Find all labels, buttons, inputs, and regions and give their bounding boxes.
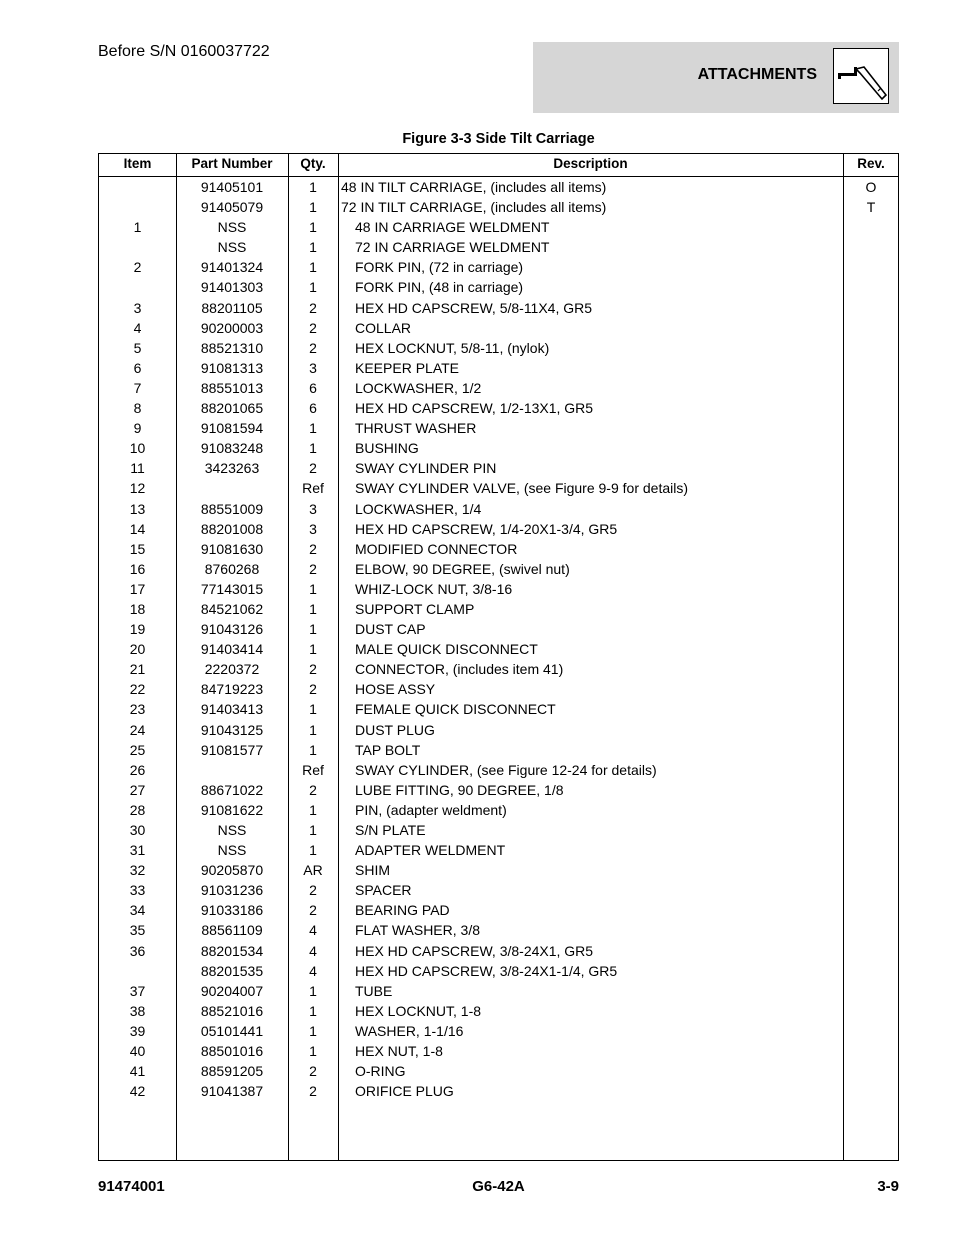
table-row [99,298,898,318]
cell-qty: 2 [309,781,317,798]
cell-part-number: 91031236 [200,882,264,899]
cell-item: 23 [129,701,146,718]
cell-qty: 3 [309,520,317,537]
table-row [99,237,898,257]
cell-item: 12 [129,480,146,497]
table-row [99,579,898,599]
cell-qty: 4 [309,922,317,939]
cell-qty: 3 [309,359,317,376]
table-row [99,599,898,619]
cell-description: ADAPTER WELDMENT [355,842,506,859]
header-item: Item [123,156,152,171]
cell-part-number: 77143015 [200,580,264,597]
cell-item: 7 [133,379,142,396]
cell-part-number: 2220372 [204,661,260,678]
cell-part-number: 91081594 [200,420,264,437]
table-row [99,418,898,438]
cell-description: BUSHING [355,440,419,457]
cell-item: 8 [133,400,142,417]
table-row [99,900,898,920]
cell-part-number: 91081577 [200,741,264,758]
wrench-tool-icon [833,48,889,104]
cell-description: FLAT WASHER, 3/8 [355,922,480,939]
table-row [99,780,898,800]
cell-part-number: 90205870 [200,862,264,879]
cell-part-number: 91081622 [200,801,264,818]
table-row [99,277,898,297]
cell-part-number: 88561109 [201,922,263,939]
table-row [99,740,898,760]
cell-part-number: 91081630 [200,540,264,557]
table-row [99,639,898,659]
table-row [99,679,898,699]
cell-item: 32 [129,862,146,879]
cell-item: 5 [133,339,142,356]
cell-qty: 2 [309,902,317,919]
cell-qty: 2 [309,460,317,477]
cell-part-number: 05101441 [200,1022,264,1039]
cell-description: HEX LOCKNUT, 1-8 [355,1002,482,1019]
cell-description: S/N PLATE [355,822,426,838]
cell-description: LUBE FITTING, 90 DEGREE, 1/8 [355,781,564,798]
header-part-number: Part Number [191,156,273,171]
section-title: ATTACHMENTS [697,66,817,83]
cell-description: THRUST WASHER [355,420,477,437]
cell-part-number: 91403413 [200,701,264,718]
table-row [99,559,898,579]
cell-description: CONNECTOR, (includes item 41) [355,661,564,678]
cell-part-number: 8760268 [204,560,260,577]
table-row [99,880,898,900]
cell-item: 19 [129,621,146,638]
cell-description: SWAY CYLINDER PIN [355,460,497,477]
cell-description: SPACER [355,882,412,899]
cell-qty: 1 [309,239,317,256]
cell-qty: 1 [309,721,317,738]
cell-item: 27 [129,781,146,798]
table-row [99,1021,898,1041]
cell-item: 33 [129,882,146,899]
cell-description: HEX HD CAPSCREW, 1/4-20X1-3/4, GR5 [355,520,618,537]
cell-part-number: NSS [217,219,247,236]
cell-description: BEARING PAD [355,902,450,919]
cell-description: ELBOW, 90 DEGREE, (swivel nut) [355,560,570,577]
cell-description: HEX HD CAPSCREW, 1/2-13X1, GR5 [355,400,594,417]
cell-description: WHIZ-LOCK NUT, 3/8-16 [355,580,513,597]
cell-part-number: 84719223 [200,681,264,698]
cell-part-number: 91083248 [200,440,264,457]
table-row [99,378,898,398]
cell-rev: T [866,199,876,216]
cell-part-number: 91041387 [200,1083,264,1100]
table-row [99,720,898,740]
cell-qty: 2 [309,339,317,356]
cell-description: SWAY CYLINDER VALVE, (see Figure 9-9 for details) [355,480,689,497]
cell-qty: 1 [309,741,317,758]
cell-part-number: 88551009 [200,500,264,517]
table-row [99,840,898,860]
cell-part-number: 90200003 [200,319,264,336]
cell-description: 72 IN CARRIAGE WELDMENT [355,239,550,256]
cell-qty: AR [303,862,323,879]
table-row [99,499,898,519]
cell-item: 11 [130,460,145,477]
cell-part-number: 91405079 [200,199,264,216]
cell-qty: 1 [309,822,317,838]
cell-item: 13 [129,500,146,517]
cell-description: HEX NUT, 1-8 [355,1043,443,1060]
footer-doc-number: 91474001 [98,1178,165,1195]
cell-description: MODIFIED CONNECTOR [355,540,518,557]
table-row [99,800,898,820]
cell-description: TUBE [355,982,393,999]
cell-item: 30 [129,822,146,838]
cell-part-number: NSS [217,822,247,838]
cell-description: HEX HD CAPSCREW, 3/8-24X1, GR5 [355,942,594,959]
cell-item: 1 [133,219,142,236]
table-row [99,1081,898,1101]
table-row [99,338,898,358]
cell-description: WASHER, 1-1/16 [355,1022,464,1039]
cell-description: HEX LOCKNUT, 5/8-11, (nylok) [355,339,550,356]
cell-part-number: 88591205 [200,1063,264,1080]
cell-qty: 6 [309,379,317,396]
cell-item: 10 [129,440,146,457]
cell-description: 48 IN CARRIAGE WELDMENT [355,219,550,236]
cell-item: 14 [129,520,146,537]
cell-description: TAP BOLT [355,741,421,758]
cell-qty: 4 [309,962,317,979]
cell-part-number: 88201534 [200,942,264,959]
cell-item: 28 [129,801,146,818]
cell-description: SHIM [355,862,390,879]
cell-description: COLLAR [355,319,412,336]
cell-qty: 2 [309,681,317,698]
header-description: Description [553,156,628,171]
cell-part-number: 90204007 [200,982,264,999]
cell-qty: 2 [309,1063,317,1080]
cell-part-number: 88521310 [200,339,264,356]
table-row [99,217,898,237]
cell-item: 35 [129,922,146,939]
cell-qty: 2 [309,560,317,577]
table-row [99,659,898,679]
cell-item: 18 [129,600,146,617]
cell-description: ORIFICE PLUG [355,1083,454,1100]
cell-part-number: 91401303 [200,279,264,296]
table-row [99,1041,898,1061]
cell-qty: 1 [309,219,317,236]
table-row [99,257,898,277]
cell-description: O-RING [355,1063,406,1080]
cell-description: FORK PIN, (72 in carriage) [355,259,524,276]
parts-table [98,153,899,1161]
table-row [99,358,898,378]
cell-description: 48 IN TILT CARRIAGE, (includes all items) [341,179,607,195]
cell-description: HEX HD CAPSCREW, 3/8-24X1-1/4, GR5 [355,962,618,979]
cell-qty: 2 [309,319,317,336]
table-row [99,699,898,719]
cell-part-number: 88501016 [200,1043,264,1060]
cell-qty: 1 [309,580,317,597]
cell-item: 41 [129,1063,146,1080]
figure-title: Figure 3-3 Side Tilt Carriage [402,131,595,147]
cell-qty: Ref [302,761,324,778]
cell-qty: Ref [302,480,324,497]
cell-item: 39 [129,1022,146,1039]
cell-part-number: 88521016 [200,1002,264,1019]
cell-item: 24 [129,721,146,738]
cell-description: DUST PLUG [355,721,435,738]
cell-description: MALE QUICK DISCONNECT [355,641,538,658]
table-body [99,177,898,1101]
cell-part-number: 91405101 [200,179,264,195]
table-row [99,177,898,197]
cell-part-number: 84521062 [200,600,264,617]
cell-item: 37 [129,982,146,999]
cell-qty: 1 [309,199,317,216]
serial-range: Before S/N 0160037722 [98,43,270,60]
cell-description: 72 IN TILT CARRIAGE, (includes all items) [341,199,607,216]
cell-item: 9 [133,420,142,437]
cell-item: 42 [129,1083,146,1100]
cell-description: KEEPER PLATE [355,359,460,376]
cell-item: 20 [129,641,146,658]
cell-qty: 2 [309,661,317,678]
cell-item: 4 [133,319,142,336]
table-row [99,941,898,961]
table-row [99,619,898,639]
cell-description: PIN, (adapter weldment) [355,801,507,818]
cell-part-number: 91043125 [200,721,264,738]
cell-part-number: 88201008 [200,520,264,537]
cell-qty: 4 [309,942,317,959]
cell-part-number: 91401324 [200,259,264,276]
cell-part-number: 91043126 [200,621,264,638]
cell-part-number: 91081313 [200,359,264,376]
cell-item: 15 [129,540,146,557]
cell-item: 22 [129,681,146,698]
section-header [533,42,899,113]
cell-description: LOCKWASHER, 1/2 [355,379,482,396]
table-row [99,318,898,338]
cell-item: 16 [129,560,146,577]
cell-item: 2 [133,259,142,276]
table-row [99,539,898,559]
cell-qty: 1 [309,641,317,658]
table-row [99,920,898,940]
cell-description: FORK PIN, (48 in carriage) [355,279,524,296]
cell-part-number: 91403414 [200,641,264,658]
table-row [99,438,898,458]
cell-qty: 2 [309,299,317,316]
footer-model: G6-42A [472,1178,525,1195]
cell-item: 25 [129,741,146,758]
cell-part-number: 88551013 [200,379,264,396]
cell-part-number: 88201535 [200,962,264,979]
cell-qty: 6 [309,400,317,417]
cell-item: 31 [129,842,146,859]
cell-item: 3 [133,299,142,316]
cell-qty: 2 [309,540,317,557]
cell-qty: 1 [309,420,317,437]
cell-qty: 1 [309,842,317,859]
cell-qty: 2 [309,882,317,899]
table-row [99,398,898,418]
table-row [99,820,898,840]
cell-description: HEX HD CAPSCREW, 5/8-11X4, GR5 [355,299,593,316]
cell-qty: 1 [309,259,317,276]
table-row [99,760,898,780]
cell-part-number: 91033186 [200,902,264,919]
cell-part-number: 88671022 [200,781,264,798]
cell-item: 17 [129,580,146,597]
cell-qty: 1 [309,982,317,999]
cell-part-number: 88201065 [200,400,264,417]
footer-page-number: 3-9 [877,1178,899,1195]
cell-item: 34 [129,902,146,919]
cell-qty: 1 [309,1022,317,1039]
cell-qty: 1 [309,801,317,818]
header-rev: Rev. [857,156,885,171]
cell-qty: 1 [309,701,317,718]
table-row [99,478,898,498]
table-row [99,860,898,880]
cell-item: 40 [129,1043,146,1060]
cell-part-number: 88201105 [201,299,263,316]
cell-item: 6 [133,359,142,376]
cell-qty: 1 [309,600,317,617]
cell-description: LOCKWASHER, 1/4 [355,500,482,517]
cell-qty: 1 [309,621,317,638]
cell-item: 26 [129,761,146,778]
cell-description: HOSE ASSY [355,681,436,698]
table-row [99,519,898,539]
cell-qty: 3 [309,500,317,517]
cell-description: FEMALE QUICK DISCONNECT [355,701,556,718]
cell-item: 36 [129,942,146,959]
table-row [99,961,898,981]
cell-description: SUPPORT CLAMP [355,600,475,617]
cell-qty: 2 [309,1083,317,1100]
cell-qty: 1 [309,179,317,195]
cell-item: 21 [129,661,146,678]
header-qty: Qty. [300,156,326,171]
cell-description: DUST CAP [355,621,426,638]
cell-part-number: 3423263 [204,460,260,477]
cell-qty: 1 [309,279,317,296]
cell-qty: 1 [309,440,317,457]
cell-rev: O [865,179,877,195]
cell-part-number: NSS [217,239,247,256]
table-row [99,197,898,217]
table-row [99,981,898,1001]
table-row [99,1061,898,1081]
table-row [99,1001,898,1021]
cell-item: 38 [129,1002,146,1019]
cell-qty: 1 [309,1002,317,1019]
table-row [99,458,898,478]
cell-description: SWAY CYLINDER, (see Figure 12-24 for details) [355,761,657,778]
cell-part-number: NSS [217,842,247,859]
cell-qty: 1 [309,1043,317,1060]
